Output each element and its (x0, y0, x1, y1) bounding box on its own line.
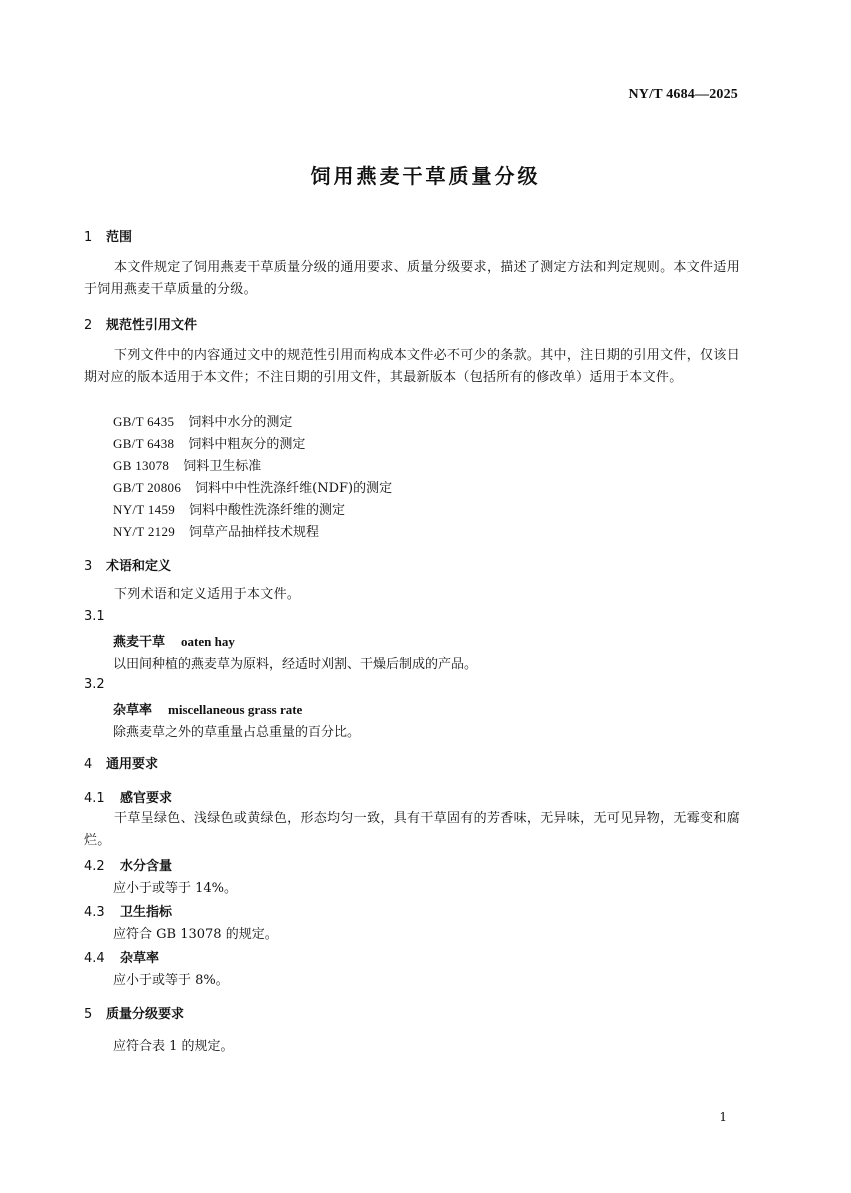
term-number: 3.1 (84, 609, 105, 624)
section-3-heading (84, 555, 171, 574)
subclause-text: 干草呈绿色、浅绿色或黄绿色，形态均匀一致，具有干草固有的芳香味，无异味，无可见异物，无霉变和腐烂。 (84, 811, 740, 848)
reference-item (113, 455, 261, 474)
term-entry (113, 631, 235, 650)
section-title: 术语和定义 (106, 559, 172, 574)
reference-name: 饲料中酸性洗涤纤维的测定 (189, 503, 346, 518)
subclause-number: 4.2 (84, 859, 105, 874)
subclause-text: 应小于或等于 8%。 (113, 973, 229, 988)
reference-code: GB/T 6435 (113, 414, 175, 429)
term-chinese: 燕麦干草 (113, 635, 166, 650)
reference-name: 饲草产品抽样技术规程 (189, 525, 320, 540)
reference-name: 饲料卫生标准 (183, 459, 262, 474)
reference-code: GB 13078 (113, 458, 170, 473)
reference-code: NY/T 2129 (113, 524, 176, 539)
term-number: 3.2 (84, 677, 105, 692)
section-3-paragraph: 下列术语和定义适用于本文件。 (114, 587, 301, 602)
section-number: 5 (84, 1007, 93, 1022)
subclause-text: 应小于或等于 14%。 (113, 881, 238, 896)
subclause-title: 感官要求 (120, 791, 173, 806)
subclause-number: 4.4 (84, 951, 105, 966)
section-1-heading (84, 226, 132, 245)
subclause-heading (84, 787, 172, 806)
reference-item (113, 411, 292, 430)
subclause-number: 4.1 (84, 791, 105, 806)
reference-code: NY/T 1459 (113, 502, 176, 517)
subclause-title: 杂草率 (120, 951, 160, 966)
term-chinese: 杂草率 (113, 703, 153, 718)
section-title: 规范性引用文件 (106, 318, 198, 333)
section-5-text: 应符合表 1 的规定。 (113, 1039, 234, 1054)
section-4-heading (84, 753, 158, 772)
subclause-heading (84, 901, 172, 920)
reference-code: GB/T 6438 (113, 436, 175, 451)
reference-name: 饲料中水分的测定 (188, 415, 293, 430)
reference-code: GB/T 20806 (113, 480, 182, 495)
subclause-heading (84, 855, 172, 874)
section-2-paragraph: 下列文件中的内容通过文中的规范性引用而构成本文件必不可少的条款。其中，注日期的引用文件，仅该日期对应的版本适用于本文件；不注日期的引用文件，其最新版本（包括所有的修改单）适用于本文件。 (84, 348, 740, 385)
subclause-text: 应符合 GB 13078 的规定。 (113, 927, 278, 942)
reference-item (113, 521, 319, 540)
term-english: miscellaneous grass rate (168, 702, 303, 717)
subclause-heading (84, 947, 159, 966)
subclause-number: 4.3 (84, 905, 105, 920)
section-5-heading (84, 1003, 184, 1022)
reference-item (113, 499, 345, 518)
section-title: 通用要求 (106, 757, 159, 772)
subclause-title: 卫生指标 (120, 905, 173, 920)
document-title: 饲用燕麦干草质量分级 (310, 164, 541, 188)
section-2-heading (84, 314, 197, 333)
term-definition: 除燕麦草之外的草重量占总重量的百分比。 (113, 725, 361, 740)
term-entry (113, 699, 302, 718)
reference-name: 饲料中粗灰分的测定 (188, 437, 306, 452)
term-english: oaten hay (181, 634, 235, 649)
standard-code: NY/T 4684—2025 (628, 87, 738, 102)
reference-item (113, 477, 392, 496)
section-title: 范围 (106, 230, 133, 245)
reference-name: 饲料中中性洗涤纤维(NDF)的测定 (195, 481, 393, 496)
section-title: 质量分级要求 (106, 1007, 185, 1022)
subclause-title: 水分含量 (120, 859, 173, 874)
reference-item (113, 433, 305, 452)
section-1-paragraph: 本文件规定了饲用燕麦干草质量分级的通用要求、质量分级要求，描述了测定方法和判定规则。本文件适用于饲用燕麦干草质量的分级。 (84, 260, 740, 297)
term-definition: 以田间种植的燕麦草为原料，经适时刈割、干燥后制成的产品。 (113, 657, 478, 672)
section-number: 4 (84, 757, 93, 772)
page-number: 1 (719, 1110, 727, 1124)
section-number: 2 (84, 318, 93, 333)
section-number: 3 (84, 559, 93, 574)
section-number: 1 (84, 230, 93, 245)
